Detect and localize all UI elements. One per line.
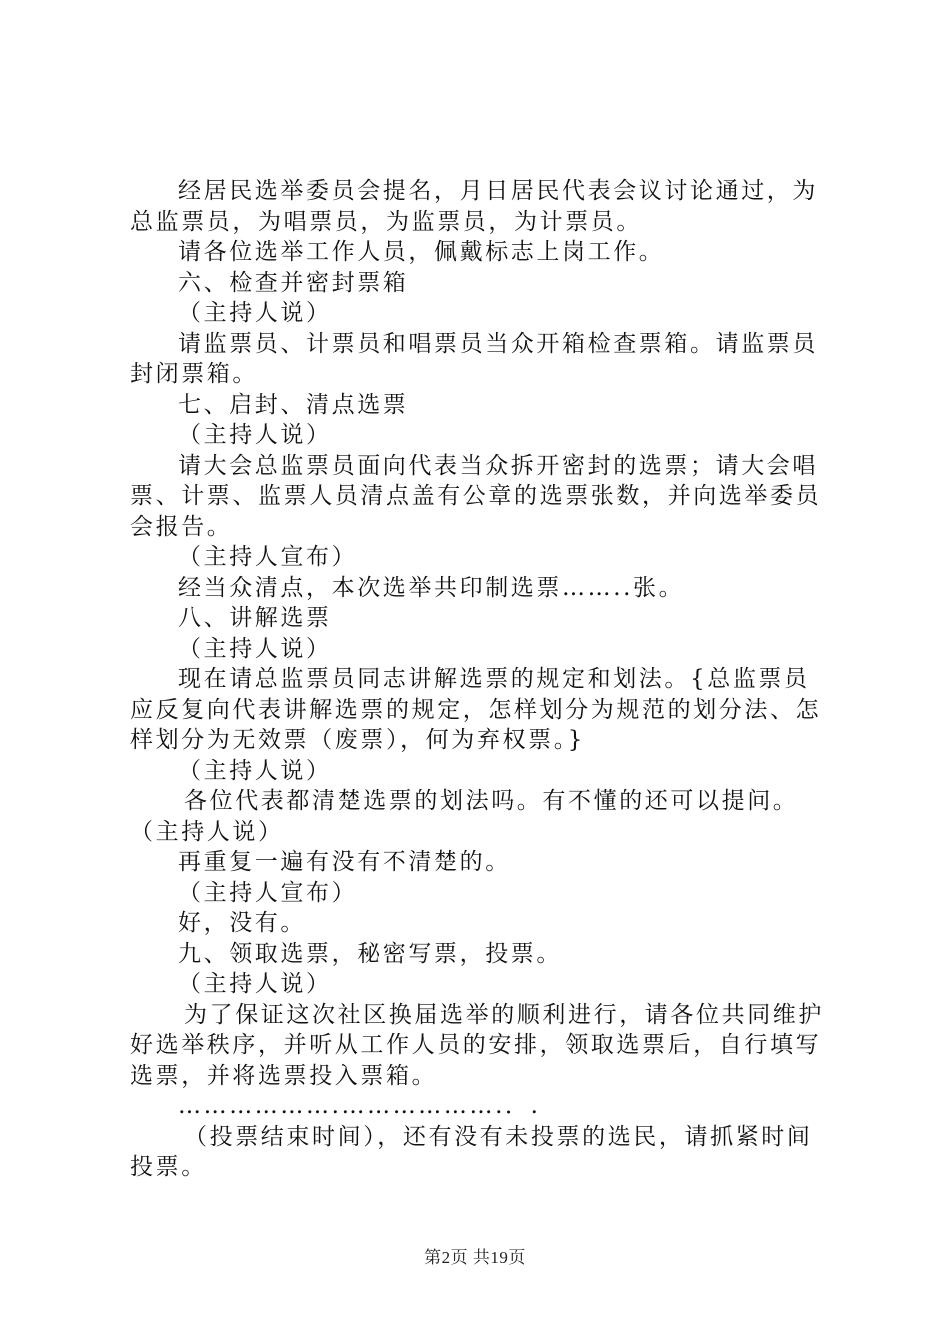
speaker-note: （主持人宣布） (178, 544, 358, 570)
ellipsis-line: ……………….……………….．. (178, 1093, 541, 1119)
speaker-note: （主持人说） (178, 971, 332, 997)
paragraph: 为了保证这次社区换届选举的顺利进行，请各位共同维护好选举秩序，并听从工作人员的安排，领取选票后，自行填写选票，并将选票投入票箱。 (130, 1001, 824, 1089)
speaker-note: （主持人说） (178, 635, 332, 662)
paragraph: 现在请总监票员同志讲解选票的规定和划法。{总监票员应反复向代表讲解选票的规定，怎样划分为规范的划分法、怎样划分为无效票（废票），何为弃权票。} (130, 666, 822, 753)
paragraph: 经当众清点，本次选举共印制选票……..张。 (178, 574, 685, 601)
section-heading: 六、检查并密封票箱 (178, 269, 409, 296)
paragraph: 请各位选举工作人员，佩戴标志上岗工作。 (178, 239, 665, 265)
speaker-note: （主持人说） (130, 818, 284, 845)
paragraph: 好，没有。 (178, 910, 306, 936)
page-number: 第2页 共19页 (424, 1248, 526, 1267)
paragraph: 请监票员、计票员和唱票员当众开箱检查票箱。请监票员封闭票箱。 (130, 330, 818, 387)
paragraph: 请大会总监票员面向代表当众拆开密封的选票；请大会唱票、计票、监票人员清点盖有公章的选票张数，并向选举委员会报告。 (130, 452, 822, 540)
paragraph: 经居民选举委员会提名，月日居民代表会议讨论通过，为总监票员，为唱票员，为监票员，为计票员。 (130, 178, 818, 235)
speaker-note: （主持人说） (178, 757, 332, 784)
section-heading: 七、启封、清点选票 (178, 391, 409, 418)
section-heading: 八、讲解选票 (178, 605, 332, 631)
document-body (130, 176, 832, 1183)
section-heading: 九、领取选票，秘密写票，投票。 (178, 940, 562, 967)
speaker-note: （主持人说） (178, 422, 332, 448)
paragraph: 各位代表都清楚选票的划法吗。有不懂的还可以提问。 (184, 788, 799, 814)
paragraph: 再重复一遍有没有不清楚的。 (178, 849, 511, 875)
speaker-note: （主持人宣布） (178, 879, 358, 906)
speaker-note: （主持人说） (178, 300, 332, 326)
paragraph: （投票结束时间），还有没有未投票的选民，请抓紧时间投票。 (130, 1123, 813, 1180)
page-footer (0, 1243, 950, 1268)
